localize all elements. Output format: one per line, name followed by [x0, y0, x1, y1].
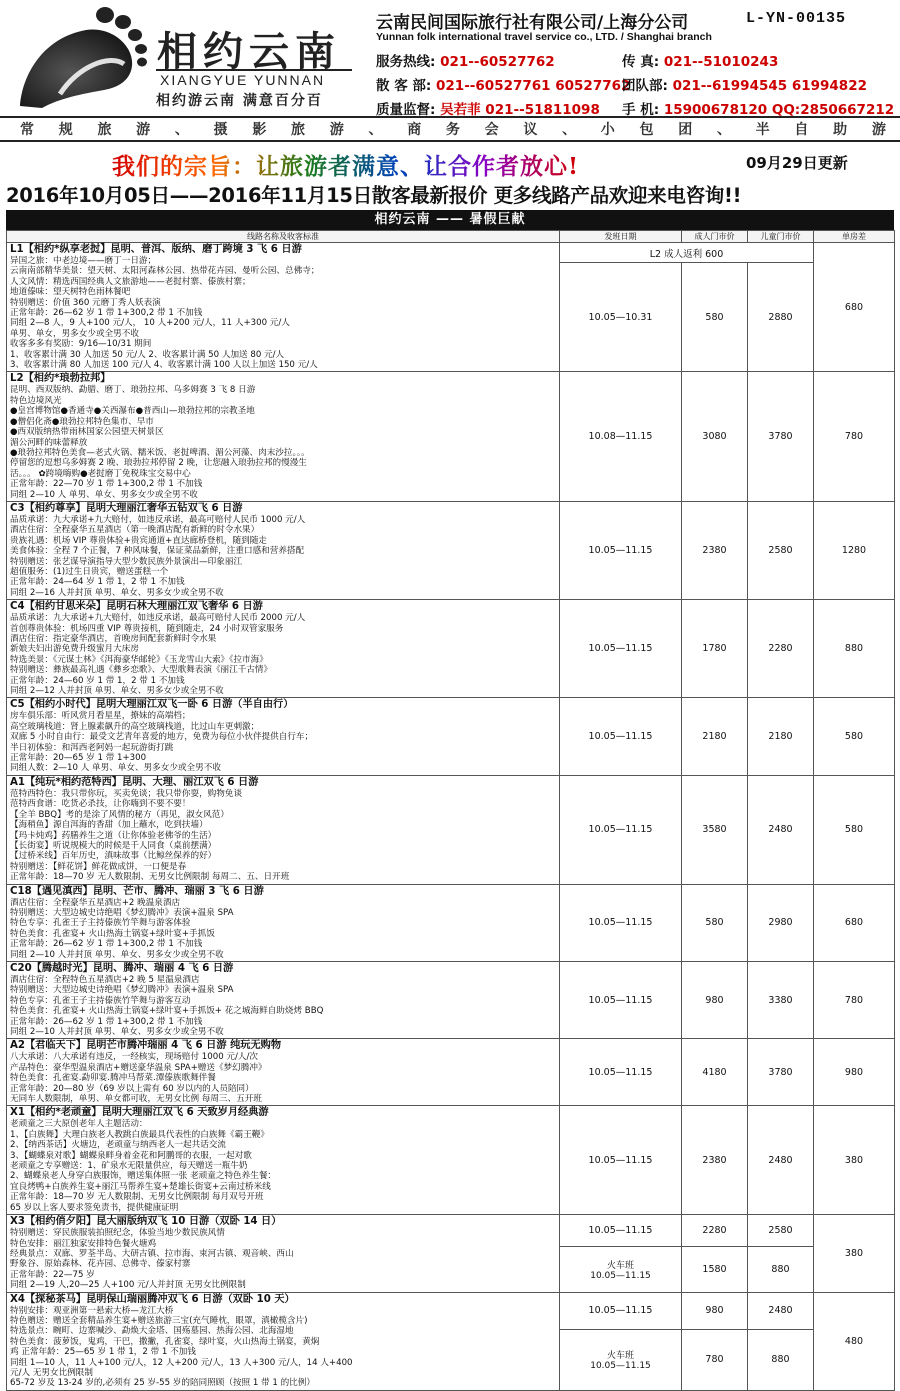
route-description [7, 1039, 560, 1106]
route-description [7, 698, 560, 775]
route-detail-line: 特色边境风光 [10, 395, 62, 406]
service-char: 旅 [97, 122, 112, 138]
route-detail-line: 同组 2—10 人并封顶 单男、单女、男多女少或全男不收 [10, 949, 224, 960]
motto: 我们的宗旨：让旅游者满意、让合作者放心! [112, 148, 579, 181]
route-detail-line: 首创尊贵体验：机场四重 VIP 尊贵接机，随到随走，24 小时双管家服务 [10, 623, 284, 634]
table-row [7, 775, 895, 884]
adult-price: 980 [682, 1292, 748, 1329]
route-description [7, 1106, 560, 1215]
company-name: 云南民间国际旅行社有限公司/上海分公司 [376, 13, 689, 33]
price-banner: 2016年10月05日——2016年11月15日散客最新报价 更多线路产品欢迎来电咨询!! [6, 184, 742, 207]
route-detail-line: 收客多多有奖励：9/16—10/31 期间 [10, 339, 152, 350]
route-title[interactable]: C3【相约尊享】昆明大理丽江奢华五钻双飞 6 日游 [10, 502, 243, 514]
route-detail-line: ●皇宫博物馆●香通寺●关西瀑布●普西山—琅勃拉邦的宗教圣地 [10, 406, 255, 417]
route-detail-line: 元/人 无男女比例限制 [10, 1367, 93, 1378]
route-title[interactable]: C5【相约小时代】昆明大理丽江双飞一卧 6 日游（半自由行） [10, 699, 294, 711]
service-char: 务 [445, 122, 460, 138]
qc-label: 质量监督: [376, 102, 436, 118]
route-detail-line: 特选美景：《元谋土林》《洱海豪华邮轮》《玉龙雪山大索》《拉市海》 [10, 654, 268, 665]
child-price: 3780 [748, 1039, 814, 1106]
route-detail-line: 房车俱乐部：听风赏月看星星，撩妹的高端档； [10, 711, 191, 722]
route-detail-line: 特色安排：丽江独家安排特色餐火塘鸡 [10, 1238, 157, 1249]
route-description [7, 1292, 560, 1390]
brand-slogan: 相约游云南 满意百分百 [156, 93, 323, 109]
route-detail-line: 双廊 5 小时自由行：最受文艺青年喜爱的地方，免费为每位小伙伴提供自行车； [10, 732, 314, 743]
contact-row-hotline [376, 50, 779, 70]
mobile-label: 手 机: [622, 102, 660, 118]
route-detail-line: 正常年龄：26—62 岁 1 带 1+300,2 带 1 不加钱 [10, 1016, 203, 1027]
route-description [7, 243, 560, 372]
group-dept-group [622, 74, 867, 94]
route-detail-line: 特色专享：孔雀王子主持傣族竹竿舞与游客互动 [10, 995, 191, 1006]
service-char: 、 [368, 122, 383, 138]
footprint-logo-icon [12, 6, 150, 110]
table-row [7, 961, 895, 1038]
route-detail-line: 正常年龄：24—64 岁 1 带 1，2 带 1 不加钱 [10, 577, 185, 588]
route-detail-line: ●西双版纳热带雨林国家公园望天树景区 [10, 427, 164, 438]
brand-name: 相约云南 [157, 28, 341, 75]
route-detail-line: 特别赠送：张艺谋导演指导大型少数民族外景演出—印象丽江 [10, 556, 243, 567]
adult-price: 2180 [682, 698, 748, 775]
route-detail-line: 品质承诺：九大承诺+九大赔付，如违反承诺，最高可赔付人民币 2000 元/人 [10, 613, 306, 624]
route-detail-line: 1、【白族舞】大理白族老人教跳白族最具代表性的白族舞《霸王鞭》 [10, 1129, 269, 1140]
service-char: 游 [329, 122, 344, 138]
service-char: 规 [58, 122, 73, 138]
route-description [7, 1215, 560, 1292]
adult-price: 1780 [682, 600, 748, 698]
train-note: 火车班 [606, 1260, 634, 1271]
child-price: 2480 [748, 1292, 814, 1329]
departure-dates: 10.05—11.15 [560, 501, 682, 599]
route-detail-line: 【过桥米线】百年历史，滇味故事（比鲸丝保养的好） [10, 851, 217, 862]
route-detail-line: 产品特色：豪华型温泉酒店+赠送豪华温泉 SPA+赠送《梦幻腾冲》 [10, 1062, 267, 1073]
route-detail-line: 特别赠送：【鲜花饼】鲜花做成饼，一口便是春 [10, 861, 187, 872]
route-detail-line: 昆明、西双版纳、勐腊、磨丁、琅勃拉邦、乌多姆赛 3 飞 8 日游 [10, 385, 256, 396]
table-row [7, 372, 895, 501]
route-title[interactable]: C20【腾越时光】昆明、腾冲、瑞丽 4 飞 6 日游 [10, 962, 234, 974]
departure-dates: 10.05—11.15 [560, 1039, 682, 1106]
single-room-supplement: 780 [814, 961, 895, 1038]
route-detail-line: 经典景点：双廊、罗荃半岛、大研古镇、拉市海、束河古镇、观音峡、西山 [10, 1248, 294, 1259]
route-detail-line: 特色美食：孔雀宴+ 火山热海土锅宴+绿叶宴+手抓饭+ 花之城海鲜自助烧烤 BBQ [10, 1006, 324, 1017]
departure-dates: 10.05—11.15 [560, 1106, 682, 1215]
departure-dates: 10.05—10.31 [560, 263, 682, 372]
route-detail-line: 同组 2—8 人，9 人+100 元/人， 10 人+200 元/人，11 人+300 元/人 [10, 318, 290, 329]
route-title[interactable]: X4【探秘茶马】昆明保山瑞丽腾冲双飞 6 日游（双卧 10 天） [10, 1293, 295, 1305]
hotline-label: 服务热线: [376, 54, 436, 70]
adult-price: 2380 [682, 1106, 748, 1215]
mobile-number[interactable]: 15900678120 QQ:2850667212 [663, 102, 895, 118]
fax-label: 传 真: [622, 54, 660, 70]
price-table [6, 230, 895, 1391]
route-detail-line: 特别赠送：大型边城史诗绝唱《梦幻腾冲》表演+温泉 SPA [10, 985, 234, 996]
route-detail-line: 活。。。 ✿跨境嗨购●老挝磨丁免税珠宝交易中心 [10, 468, 191, 479]
service-char: 游 [136, 122, 151, 138]
updated-date: 09月29日更新 [746, 154, 848, 172]
fax-group [622, 50, 778, 70]
retail-number[interactable]: 021--60527761 60527762 [436, 78, 631, 94]
single-room-supplement: 680 [814, 884, 895, 961]
company-name-en: Yunnan folk international travel service co., LTD. / Shanghai branch [376, 31, 712, 43]
route-detail-line: 特色美食：菠萝饭，鬼鸡，干巴，撒撇，孔雀宴，绿叶宴，火山热海土锅宴，黄焖 [10, 1336, 320, 1347]
route-detail-line: 酒店住宿：全程特色五星酒店+2 晚 5 星温泉酒店 [10, 974, 200, 985]
group-dept-number[interactable]: 021--61994545 61994822 [672, 78, 867, 94]
route-detail-line: 3、收客累计满 80 人加送 100 元/人 4、收客累计满 100 人以上加送 150 元/人 [10, 360, 318, 371]
route-description [7, 884, 560, 961]
route-detail-line: ●琅勃拉邦特色美食—老式火锅、糯米饭、老挝啤酒、湄公河藻、肉末沙拉。。。 [10, 447, 310, 458]
route-detail-line: 【长街宴】听说规模大的时候是千人同食（桌前摆满） [10, 840, 217, 851]
route-detail-line: 特别赠送：穿民族服装拍照纪念，体验当地少数民族风情 [10, 1228, 225, 1239]
route-detail-line: 同组 1—10 人，11 人+100 元/人，12 人+200 元/人，13 人+300 元/人，14 人+400 [10, 1357, 353, 1368]
license-code: L-YN-00135 [746, 10, 847, 27]
train-child-price: 880 [748, 1247, 814, 1292]
route-detail-line: 品质承诺：九大承诺+九大赔付，如违反承诺，最高可赔付人民币 1000 元/人 [10, 514, 306, 525]
route-note: L2 成人返利 600 [560, 243, 814, 263]
service-char: 常 [20, 122, 34, 138]
route-detail-line: 正常年龄：26—62 岁 1 带 1+300,2 带 1 不加钱 [10, 939, 203, 950]
retail-label: 散 客 部: [376, 78, 432, 94]
route-detail-line: 正常年龄：18—70 岁 无人数限制、无男女比例限制 每月双号开班 [10, 1192, 264, 1203]
route-detail-line: 美食体验：全程 7 个正餐，7 种风味餐，保证菜品新鲜，注重口感和营养搭配 [10, 546, 305, 557]
route-title[interactable]: C18【遇见滇西】昆明、芒市、腾冲、瑞丽 3 飞 6 日游 [10, 885, 264, 897]
route-detail-line: 云南南部精华美景：望天树、太阳河森林公园、热带花卉园、曼听公园、总佛寺； [10, 266, 320, 277]
child-price: 2180 [748, 698, 814, 775]
service-char: 、 [174, 122, 189, 138]
service-char: 助 [833, 122, 848, 138]
route-detail-line: 酒店住宿：指定豪华酒店，首晚房间配套新鲜时令水果 [10, 634, 217, 644]
departure-dates: 10.05—11.15 [560, 600, 682, 698]
train-child-price: 880 [748, 1329, 814, 1390]
route-detail-line: 范特西食谱：吃货必杀技，让你嗨到不要不要！ [10, 799, 191, 810]
table-row [7, 600, 895, 698]
route-detail-line: 同组 2—19 人,20—25 人+100 元/人并封顶 无男女比例限制 [10, 1280, 246, 1291]
departure-dates: 10.05—11.15 [560, 884, 682, 961]
route-title[interactable]: A2【君临天下】昆明芒市腾冲瑞丽 4 飞 6 日游 纯玩无购物 [10, 1040, 282, 1052]
adult-price: 580 [682, 263, 748, 372]
route-detail-line: 3、【蝴蝶泉对歌】蝴蝶泉畔身着金花和阿鹏哥的衣服，一起对歌 [10, 1150, 252, 1161]
service-char: 、 [716, 122, 731, 138]
header [0, 0, 900, 116]
header-date: 发班日期 [560, 231, 682, 243]
table-row [7, 1106, 895, 1215]
route-detail-line: 鸡 正常年龄：25—65 岁 1 带 1，2 带 1 不加钱 [10, 1347, 196, 1358]
route-detail-line: ●僧侣化斋●琅勃拉邦特色集市、早市 [10, 416, 154, 427]
header-child: 儿童门市价 [748, 231, 814, 243]
child-price: 3780 [748, 372, 814, 501]
table-row [7, 698, 895, 775]
route-title[interactable]: X3【相约俏夕阳】昆大丽版纳双飞 10 日游（双卧 14 日） [10, 1216, 282, 1228]
table-row [7, 1292, 895, 1329]
route-detail-line: 特选景点：畹町、边寨喊沙、勐焕大金塔、国殇墓园、热海公园、北海湿地 [10, 1326, 294, 1337]
table-row [7, 1039, 895, 1106]
route-title[interactable]: X1【相约*老顽童】昆明大理丽江双飞 6 天致岁月经典游 [10, 1107, 269, 1119]
single-room-supplement: 680 [814, 243, 895, 372]
adult-price: 2380 [682, 501, 748, 599]
route-detail-line: 单男、单女，男多女少或全男不收 [10, 328, 139, 339]
departure-dates: 10.05—11.15 [560, 698, 682, 775]
header-adult: 成人门市价 [682, 231, 748, 243]
table-row [7, 243, 895, 263]
adult-price: 980 [682, 961, 748, 1038]
service-char: 旅 [291, 122, 306, 138]
single-room-supplement: 1280 [814, 501, 895, 599]
service-char: 会 [484, 122, 499, 138]
route-detail-line: 范特西特色：我只带你玩，买卖免谈；我只带你耍，购物免谈 [10, 788, 243, 799]
service-char: 团 [678, 122, 693, 138]
contact-row-qc [376, 98, 895, 118]
brand-name-en: XIANGYUE YUNNAN [160, 72, 326, 88]
header-desc: 线路名称及收客标准 [7, 231, 560, 243]
header-single: 单房差 [814, 231, 895, 243]
route-title[interactable]: L1【相约*纵享老挝】昆明、普洱、版纳、磨丁跨境 3 飞 6 日游 [10, 244, 302, 255]
mobile-group [622, 98, 894, 118]
child-price: 2580 [748, 501, 814, 599]
departure-dates: 10.08—11.15 [560, 372, 682, 501]
route-detail-line: 超值服务：(1)过生日贵宾，赠送蛋糕一个 [10, 566, 169, 577]
route-detail-line: 半日初体验：和洱西老阿妈一起玩游街打跳 [10, 742, 174, 753]
route-detail-line: 特别赠送：彝族最高礼遇《彝乡恋歌》、大型歌舞表演《丽江千古情》 [10, 665, 273, 676]
route-description [7, 372, 560, 501]
route-detail-line: 65 岁以上客人要求签免责书，提供健康证明 [10, 1202, 179, 1213]
route-detail-line: 地道傣味：望天树特色雨林餐吧 [10, 287, 131, 298]
route-detail-line: 正常年龄：22—70 岁 1 带 1+300,2 带 1 不加钱 [10, 479, 203, 490]
route-detail-line: 【全羊 BBQ】考的是涂了风情的秘方（再见，淑女风范） [10, 809, 229, 820]
route-description [7, 775, 560, 884]
adult-price: 580 [682, 884, 748, 961]
departure-dates: 10.05—11.15 [560, 1215, 682, 1247]
route-detail-line: 2、蝴蝶泉老人身穿白族服饰，赠送集体照一张 老顽童之特色养生餐： [10, 1171, 277, 1182]
service-char: 半 [755, 122, 770, 138]
train-departure-cell [560, 1247, 682, 1292]
route-title[interactable]: A1【纯玩*相约范特西】昆明、大理、丽江双飞 6 日游 [10, 776, 259, 788]
qc-contact[interactable]: 吴若菲 021--51811098 [440, 102, 600, 118]
service-char: 、 [562, 122, 577, 138]
route-detail-line: 无同车人数限制，单男、单女都可收，无男女比例 每周三、五开班 [10, 1094, 262, 1105]
route-detail-line: 新娘夫妇出游免费升级蜜月大床房 [10, 644, 139, 655]
route-detail-line: 65-72 岁及 13-24 岁的,必须有 25 岁-55 岁的陪同照顾（按照 1 带 1 的比例） [10, 1378, 315, 1389]
adult-price: 2280 [682, 1215, 748, 1247]
child-price: 2980 [748, 884, 814, 961]
route-detail-line: 野象谷、原始森林、花卉园、总佛寺、傣家村寨 [10, 1259, 191, 1270]
route-detail-line: 特别安排：观亚洲第一悬索大桥—龙江大桥 [10, 1305, 174, 1316]
adult-price: 4180 [682, 1039, 748, 1106]
route-detail-line: 特别赠送：价值 360 元磨丁秀人妖表演 [10, 297, 161, 308]
table-row [7, 1215, 895, 1247]
departure-dates: 10.05—11.15 [560, 961, 682, 1038]
route-description [7, 961, 560, 1038]
route-detail-line: 酒店住宿：全程豪华五星酒店（第一晚酒店配有新鲜的时令水果） [10, 525, 260, 536]
route-detail-line: 正常年龄：26—62 岁 1 带 1+300,2 带 1 不加钱 [10, 308, 203, 319]
route-detail-line: 宜良烤鸭+白族养生宴+丽江马帮养生宴+楚雄长街宴+云南过桥米线 [10, 1181, 271, 1192]
table-row [7, 501, 895, 599]
route-detail-line: 同组 2—10 人并封顶 单男、单女、男多女少或全男不收 [10, 1027, 224, 1037]
fax-number: 021--51010243 [663, 54, 779, 70]
route-detail-line: 【海稍鱼】源自洱海的香甜（加上蘸水，吃到扶墙） [10, 820, 208, 831]
route-detail-line: 特色专享：孔雀王子主持傣族竹竿舞与游客体验 [10, 918, 191, 929]
train-note: 火车班 [606, 1351, 634, 1362]
route-detail-line: 同组 2—10 人 单男、单女、男多女少或全男不收 [10, 489, 198, 500]
route-description [7, 501, 560, 599]
route-description [7, 600, 560, 698]
route-detail-line: 同组 2—12 人并封顶 单男、单女、男多女少或全男不收 [10, 686, 224, 697]
route-detail-line: 正常年龄：20—65 岁 1 带 1+300 [10, 753, 147, 764]
child-price: 2480 [748, 775, 814, 884]
single-room-supplement: 580 [814, 698, 895, 775]
price-table-wrapper [6, 210, 894, 1391]
route-detail-line: 特别赠送：大型边城史诗绝唱《梦幻腾冲》表演+温泉 SPA [10, 907, 234, 918]
route-detail-line: 贵族礼遇：机场 VIP 尊贵体验+贵宾通道+直达廊桥登机，随到随走 [10, 535, 267, 546]
table-title: 相约云南 —— 暑假巨献 [6, 210, 894, 230]
train-adult-price: 1580 [682, 1247, 748, 1292]
route-title[interactable]: L2【相约*琅勃拉邦】 [10, 373, 111, 385]
single-room-supplement: 580 [814, 775, 895, 884]
route-detail-line: 高空玻璃栈道：肾上腺素飙升的高空玻璃栈道，比过山车更刺激； [10, 721, 260, 732]
route-detail-line: 正常年龄：22—75 岁 [10, 1269, 95, 1280]
route-detail-line: 老顽童之专享赠送：1、矿泉水无限量供应，每天赠送一瓶牛奶 [10, 1161, 248, 1172]
route-detail-line: 人文风情：精选西国经典人文旅游地——老挝村寨、傣族村寨； [10, 276, 251, 287]
route-detail-line: 同组人数：2—10 人 单男、单女、男多女少或全男不收 [10, 763, 221, 774]
single-room-supplement: 880 [814, 600, 895, 698]
child-price: 2880 [748, 263, 814, 372]
departure-dates: 10.05—11.15 [560, 1292, 682, 1329]
train-departure-dates: 10.05—11.15 [590, 1270, 651, 1281]
service-char: 摄 [213, 122, 228, 138]
child-price: 2280 [748, 600, 814, 698]
route-detail-line: 特色美食：孔雀宴+ 火山热海土锅宴+绿叶宴+手抓饭 [10, 928, 215, 939]
route-detail-line: 异国之旅：中老边境——磨丁一日游； [10, 256, 157, 266]
service-char: 自 [794, 122, 809, 138]
adult-price: 3080 [682, 372, 748, 501]
train-adult-price: 780 [682, 1329, 748, 1390]
single-room-supplement: 980 [814, 1039, 895, 1106]
route-detail-line: 特色美食：孔雀宴.勐卯宴.腾冲马帮菜.潭傣族歌舞伴餐 [10, 1073, 216, 1084]
child-price: 3380 [748, 961, 814, 1038]
single-room-supplement: 780 [814, 372, 895, 501]
route-detail-line: 八大承诺：八大承诺有违反，一经核实，现场赔付 1000 元/人/次 [10, 1052, 258, 1063]
route-detail-line: 同组 2—16 人并封顶 单男、单女、男多女少或全男不收 [10, 587, 224, 598]
route-detail-line: 2、【纳西茶话】火塘边，老顽童与纳西老人一起共话交流 [10, 1140, 227, 1151]
departure-dates: 10.05—11.15 [560, 775, 682, 884]
brand-divider [156, 69, 352, 71]
train-departure-dates: 10.05—11.15 [590, 1361, 651, 1372]
contact-row-retail [376, 74, 867, 94]
route-detail-line: 湄公河畔的味蕾释放 [10, 437, 88, 448]
route-detail-line: 正常年龄：24—60 岁 1 带 1，2 带 1 不加钱 [10, 675, 185, 686]
route-detail-line: 正常年龄：18—70 岁 无人数限制、无男女比例限制 每周二、五、日开班 [10, 872, 290, 883]
child-price: 2580 [748, 1215, 814, 1247]
group-dept-label: 团队部: [622, 78, 668, 94]
table-row [7, 884, 895, 961]
single-room-supplement: 380 [814, 1215, 895, 1292]
train-departure-cell [560, 1329, 682, 1390]
route-detail-line: 酒店住宿：全程豪华五星酒店+2 晚温泉酒店 [10, 897, 181, 908]
service-char: 影 [252, 122, 267, 138]
single-room-supplement: 380 [814, 1106, 895, 1215]
service-char: 包 [639, 122, 654, 138]
hotline-number[interactable]: 021--60527762 [440, 54, 555, 70]
table-header-row [7, 231, 895, 243]
child-price: 2480 [748, 1106, 814, 1215]
service-char: 游 [871, 122, 886, 138]
route-detail-line: 停留您的逗想乌多姆赛 2 晚、琅勃拉邦停留 2 晚，让您融入琅勃拉邦的慢漫生 [10, 458, 307, 469]
route-detail-line: 【玛卡炖鸡】药膳养生之道（让你体验老佛爷的生活） [10, 830, 217, 841]
adult-price: 3580 [682, 775, 748, 884]
service-char: 议 [523, 122, 538, 138]
route-detail-line: 1、收客累计满 30 人加送 50 元/人 2、收客累计满 50 人加送 80 元/人 [10, 349, 285, 360]
route-detail-line: 老顽童之三大原创老年人主题活动： [10, 1119, 148, 1130]
route-detail-line: 特色赠送：赠送全套精品养生宴+赠送旅游三宝(充气睡枕，眼罩，滇橄榄含片) [10, 1315, 308, 1326]
service-char: 商 [407, 122, 422, 138]
services-bar [0, 116, 900, 142]
single-room-supplement: 480 [814, 1292, 895, 1390]
route-detail-line: 正常年龄：20—80 岁（69 岁以上需有 60 岁以内的人员陪同） [10, 1083, 254, 1094]
route-title[interactable]: C4【相约甘思米朵】昆明石林大理丽江双飞奢华 6 日游 [10, 601, 263, 613]
service-char: 小 [600, 122, 615, 138]
